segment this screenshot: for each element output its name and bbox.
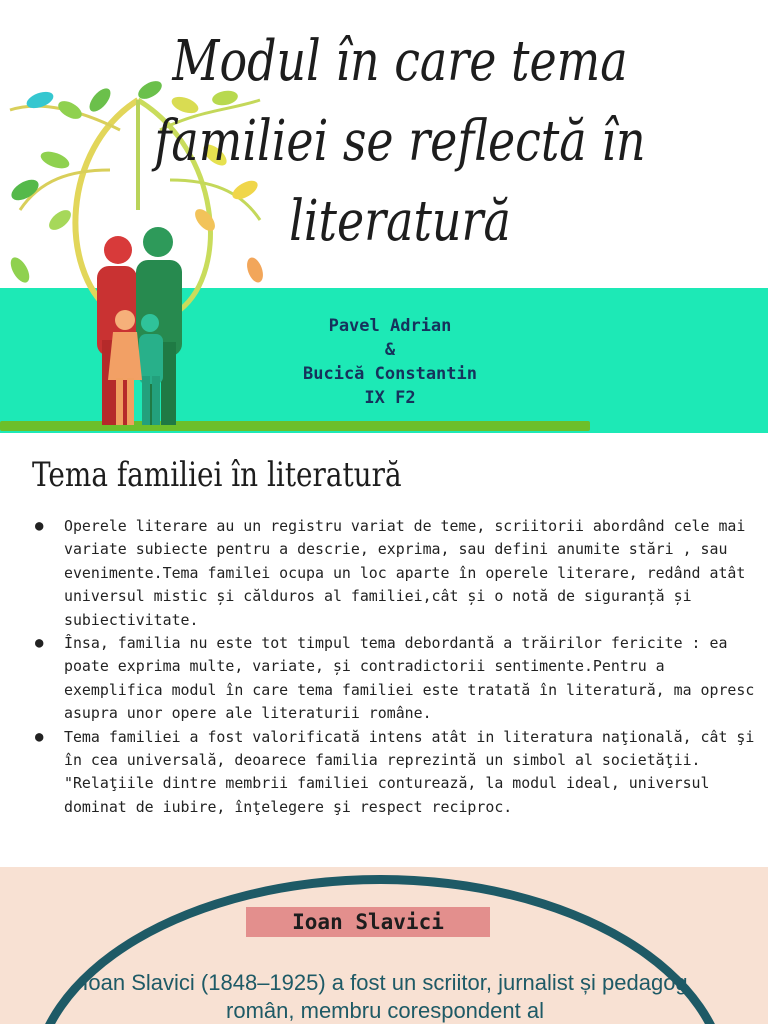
author-name-label: Ioan Slavici: [246, 907, 490, 937]
authors-ampersand: &: [384, 340, 396, 360]
bullet-item: [30, 632, 760, 726]
bullet-text: Însa, familia nu este tot timpul tema debordantă a trăirilor fericite : ea poate exprima multe, variate, și contradictorii sentimente.Pentru a exemplifica modul în care tema familiei este tratată în literatură, ma opresc asupra unor opere ale literaturii române.: [64, 634, 755, 723]
bullet-dot-icon: ●: [35, 635, 44, 652]
bullet-text: Operele literare au un registru variat de teme, scriitorii abordând cele mai variate subiecte pentru a descrie, exprima, sau defini anumite stări , sau evenimente.Tema familei ocupa un loc aparte în operele literare, redând atât universul mistic și călduros al familiei,cât și o notă de siguranță și subiectivitate.: [64, 517, 746, 629]
section-title: Tema familiei în literatură: [32, 455, 402, 495]
bullet-item: [30, 726, 760, 820]
authors-block: [240, 314, 540, 410]
author-slide: [0, 867, 768, 1024]
cover-title: Modul în care tema familiei se reflectă în literatură: [154, 29, 646, 254]
bullet-text: Tema familiei a fost valorificată intens atât in literatura naţională, cât şi în cea universală, deoarece familia reprezintă un simbol al societăţii. "Relaţiile dintre membrii familiei conturează, la modul ideal, universul dominat de iubire, înţelegere şi respect reciproc.: [64, 727, 755, 816]
author-bio: Ioan Slavici (1848–1925) a fost un scriitor, jurnalist și pedagog român, membru corespondent al: [82, 970, 688, 1023]
theme-slide: [0, 435, 768, 867]
bullet-dot-icon: ●: [35, 728, 44, 745]
cover-slide: [0, 0, 768, 435]
bullet-dot-icon: ●: [35, 518, 44, 534]
author-1: Pavel Adrian: [328, 316, 452, 336]
bullet-list: [30, 515, 760, 819]
class-label: IX F2: [364, 388, 416, 408]
author-2: Bucică Constantin: [303, 364, 477, 384]
bullet-item: [30, 515, 760, 632]
